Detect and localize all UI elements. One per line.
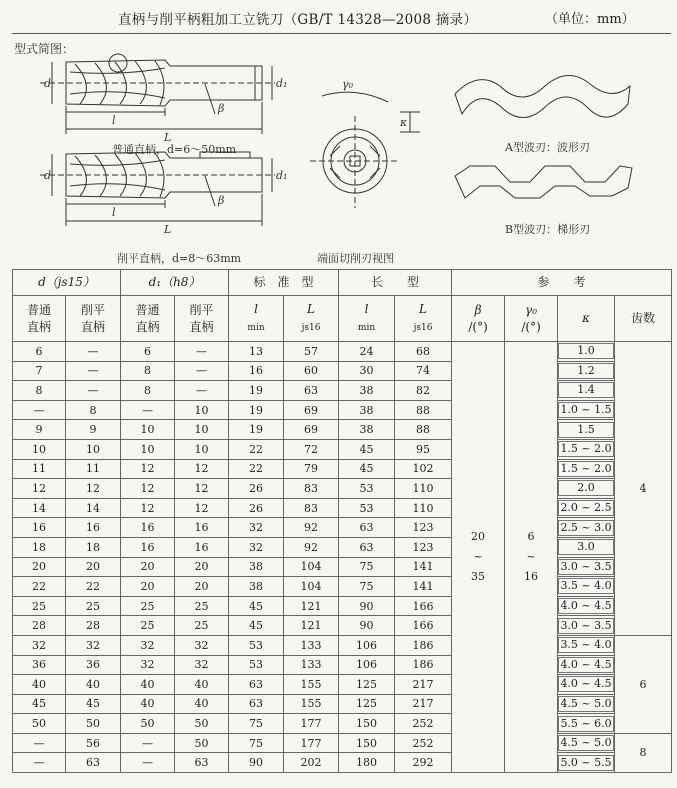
cell: 104 [284,557,339,577]
table-row [13,479,672,499]
cell: 186 [395,635,452,655]
kappa-cell: 1.2 [558,361,615,381]
dim-beta-flat: β [218,194,225,207]
cell: 32 [121,655,175,675]
cell: 14 [13,498,66,518]
subheader-std-l: l min [229,296,284,342]
subheader-long-l: l min [339,296,395,342]
cell: 16 [121,518,175,538]
kappa-cell: 2.0 [558,479,615,499]
cell: 74 [395,361,452,381]
cell: 8 [121,361,175,381]
kappa-cell: 1.5 [558,420,615,440]
subheader-flat-d1: 削平 直柄 [175,296,229,342]
cell: 45 [13,694,66,714]
cell: 75 [229,714,284,734]
table-header-row-1 [13,270,672,296]
cell: 24 [339,342,395,362]
cell: 252 [395,733,452,753]
cell: 20 [13,557,66,577]
table-row [13,753,672,773]
figure-label: 型式简图： [14,42,75,56]
cell: 90 [339,596,395,616]
cell: 63 [175,753,229,773]
dim-L-flat: L [164,223,172,236]
cell: 8 [66,400,121,420]
cell: 125 [339,675,395,695]
cell: 45 [229,616,284,636]
kappa-cell: 3.0 ~ 3.5 [558,557,615,577]
cell: 40 [13,675,66,695]
dim-d-plain: d [44,77,52,90]
caption-end-view: 端面切削刃视图 [317,252,394,265]
cell: 177 [284,714,339,734]
cell: 123 [395,537,452,557]
cell: 141 [395,557,452,577]
kappa-cell: 3.5 ~ 4.0 [558,577,615,597]
cell: 166 [395,616,452,636]
cell: 22 [66,577,121,597]
cell: 217 [395,694,452,714]
spec-table [12,269,672,773]
table-row [13,557,672,577]
cell: 40 [121,694,175,714]
cell: 32 [121,635,175,655]
cell: 10 [121,420,175,440]
cell: 36 [66,655,121,675]
cell: 38 [339,400,395,420]
cell: 121 [284,616,339,636]
teeth-cell: 8 [615,733,672,772]
cell: 92 [284,518,339,538]
cell: 20 [175,557,229,577]
cell: 28 [66,616,121,636]
cell: 16 [121,537,175,557]
cell: 75 [339,577,395,597]
cell: 50 [13,714,66,734]
subheader-beta: β /(°) [452,296,505,342]
cell: 10 [121,439,175,459]
cell: 102 [395,459,452,479]
wave-type-b-drawing [455,166,632,198]
cell: 50 [66,714,121,734]
cell: 45 [339,459,395,479]
header-d: d（js15） [13,270,121,296]
cell: 25 [121,596,175,616]
kappa-cell: 4.5 ~ 5.0 [558,733,615,753]
cell: 45 [66,694,121,714]
cell: 20 [175,577,229,597]
cell: — [175,342,229,362]
cell: 90 [339,616,395,636]
cell: 32 [175,655,229,675]
cell: 217 [395,675,452,695]
cell: 69 [284,420,339,440]
cell: 22 [13,577,66,597]
cell: 12 [175,479,229,499]
cell: 12 [121,479,175,499]
table-row [13,400,672,420]
caption-plain-shank: 普通直柄，d=6～50mm [112,143,237,156]
header-d1: d₁（h8） [121,270,229,296]
dim-l-plain: l [112,114,116,127]
cell: 11 [13,459,66,479]
cell: 22 [229,439,284,459]
cell: 9 [66,420,121,440]
cell: 16 [229,361,284,381]
caption-flat-shank: 削平直柄，d=8～63mm [117,252,242,265]
wave-type-a-drawing [455,75,630,117]
plain-shank-cutter-drawing [40,54,275,134]
cell: 20 [66,557,121,577]
caption-wave-b: B型波刃：梯形刃 [505,223,591,236]
cell: 292 [395,753,452,773]
cell: 125 [339,694,395,714]
kappa-cell: 1.0 [558,342,615,362]
cell: 57 [284,342,339,362]
cell: 88 [395,400,452,420]
cell: 19 [229,420,284,440]
subheader-teeth: 齿数 [615,296,672,342]
header-long: 长 型 [339,270,452,296]
cell: 53 [339,498,395,518]
subheader-gamma: γ₀ /(°) [505,296,558,342]
cell: 18 [66,537,121,557]
kappa-cell: 4.0 ~ 4.5 [558,675,615,695]
dim-beta-plain: β [218,102,225,115]
cell: 38 [339,420,395,440]
cell: 6 [121,342,175,362]
dim-kappa: κ [400,116,408,129]
cell: — [13,733,66,753]
cell: 6 [13,342,66,362]
cell: 133 [284,635,339,655]
cell: — [66,361,121,381]
cell: 50 [175,733,229,753]
cell: 79 [284,459,339,479]
cell: 155 [284,694,339,714]
kappa-cell: 4.0 ~ 4.5 [558,655,615,675]
cell: 252 [395,714,452,734]
table-row [13,420,672,440]
table-row [13,381,672,401]
kappa-cell: 2.0 ~ 2.5 [558,498,615,518]
cell: 28 [13,616,66,636]
caption-wave-a: A型波刃：波形刃 [505,141,590,154]
cell: 72 [284,439,339,459]
subheader-flat-d: 削平 直柄 [66,296,121,342]
cell: 13 [229,342,284,362]
subheader-std-L: L js16 [284,296,339,342]
cell: 90 [229,753,284,773]
kappa-cell: 2.5 ~ 3.0 [558,518,615,538]
cell: — [13,400,66,420]
cell: 12 [121,459,175,479]
unit-label: （单位：mm） [545,12,635,27]
cell: 53 [229,635,284,655]
kappa-cell: 5.0 ~ 5.5 [558,753,615,773]
cell: 16 [66,518,121,538]
cell: — [175,361,229,381]
cell: 26 [229,479,284,499]
cell: 95 [395,439,452,459]
subheader-kappa: κ [558,296,615,342]
cell: 38 [229,557,284,577]
cell: 32 [175,635,229,655]
cell: 36 [13,655,66,675]
gamma-range-cell: 6 ~ 16 [505,342,558,773]
cell: 50 [175,714,229,734]
cell: 12 [121,498,175,518]
cell: 25 [175,616,229,636]
cell: 11 [66,459,121,479]
cell: 40 [175,675,229,695]
kappa-cell: 5.5 ~ 6.0 [558,714,615,734]
cell: 22 [229,459,284,479]
cell: 25 [175,596,229,616]
cell: 166 [395,596,452,616]
cell: 133 [284,655,339,675]
subheader-plain-d1: 普通 直柄 [121,296,175,342]
cell: — [121,753,175,773]
cell: 12 [175,459,229,479]
cell: 10 [175,420,229,440]
dim-L-plain: L [164,131,172,144]
beta-range-cell: 20 ~ 35 [452,342,505,773]
table-row [13,498,672,518]
cell: 63 [66,753,121,773]
table-row [13,655,672,675]
cell: 155 [284,675,339,695]
table-row [13,635,672,655]
kappa-cell: 3.0 [558,537,615,557]
cell: 10 [13,439,66,459]
cell: 104 [284,577,339,597]
cell: 60 [284,361,339,381]
cell: 25 [13,596,66,616]
cell: 45 [339,439,395,459]
cell: 110 [395,498,452,518]
header-standard: 标 准 型 [229,270,339,296]
cell: 19 [229,381,284,401]
kappa-cell: 1.5 ~ 2.0 [558,459,615,479]
kappa-cell: 4.0 ~ 4.5 [558,596,615,616]
top-rule [12,33,671,34]
dim-gamma: γ₀ [342,78,353,91]
cell: 88 [395,420,452,440]
cell: 150 [339,714,395,734]
teeth-cell: 4 [615,342,672,636]
kappa-cell: 1.5 ~ 2.0 [558,439,615,459]
cell: 26 [229,498,284,518]
cell: 12 [13,479,66,499]
cell: 110 [395,479,452,499]
cell: — [13,753,66,773]
cell: 82 [395,381,452,401]
cell: 16 [13,518,66,538]
cell: 7 [13,361,66,381]
cell: 63 [229,675,284,695]
table-row [13,616,672,636]
cell: 53 [229,655,284,675]
cell: 14 [66,498,121,518]
cell: 32 [13,635,66,655]
cell: 40 [121,675,175,695]
cell: 9 [13,420,66,440]
table-row [13,537,672,557]
cell: 25 [66,596,121,616]
cell: 8 [121,381,175,401]
dim-d-flat: d [44,169,52,182]
dim-d1-plain: d₁ [276,77,288,90]
table-row [13,733,672,753]
table-row [13,459,672,479]
cell: 69 [284,400,339,420]
cell: 20 [121,557,175,577]
cell: 45 [229,596,284,616]
cell: 121 [284,596,339,616]
cell: 123 [395,518,452,538]
cell: 19 [229,400,284,420]
cell: 202 [284,753,339,773]
cell: 141 [395,577,452,597]
kappa-cell: 3.5 ~ 4.0 [558,635,615,655]
cell: 186 [395,655,452,675]
table-row [13,518,672,538]
cell: 106 [339,655,395,675]
subheader-plain-d: 普通 直柄 [13,296,66,342]
cell: — [66,342,121,362]
kappa-cell: 1.4 [558,381,615,401]
dim-l-flat: l [112,206,116,219]
cell: 8 [13,381,66,401]
table-row [13,675,672,695]
table-row [13,577,672,597]
cell: 40 [175,694,229,714]
cell: 20 [121,577,175,597]
cell: 83 [284,498,339,518]
table-header-row-2 [13,296,672,342]
cell: 18 [13,537,66,557]
table-row [13,714,672,734]
table-row [13,439,672,459]
header-reference: 参 考 [452,270,672,296]
cell: 83 [284,479,339,499]
subheader-long-L: L js16 [395,296,452,342]
cell: 10 [66,439,121,459]
cell: 180 [339,753,395,773]
cell: — [121,400,175,420]
kappa-cell: 1.0 ~ 1.5 [558,400,615,420]
cell: 12 [66,479,121,499]
cell: 38 [229,577,284,597]
cell: — [66,381,121,401]
table-row [13,694,672,714]
end-section-view [310,92,420,208]
cell: 53 [339,479,395,499]
cell: — [121,733,175,753]
kappa-cell: 3.0 ~ 3.5 [558,616,615,636]
cell: 10 [175,439,229,459]
cell: 32 [66,635,121,655]
cell: 32 [229,518,284,538]
cell: 50 [121,714,175,734]
cell: 92 [284,537,339,557]
cell: 75 [339,557,395,577]
cell: 56 [66,733,121,753]
cell: 63 [339,537,395,557]
cell: 12 [175,498,229,518]
cell: 106 [339,635,395,655]
cell: 150 [339,733,395,753]
cell: 40 [66,675,121,695]
table-row [13,596,672,616]
table-row [13,342,672,362]
cell: — [175,381,229,401]
cell: 63 [229,694,284,714]
cell: 63 [284,381,339,401]
cell: 68 [395,342,452,362]
cell: 16 [175,518,229,538]
flat-shank-cutter-drawing [40,152,275,226]
page-title: 直柄与削平柄粗加工立铣刀（GB/T 14328—2008 摘录） [118,12,478,28]
cell: 30 [339,361,395,381]
cell: 32 [229,537,284,557]
title-bar [0,0,677,32]
cell: 177 [284,733,339,753]
cell: 16 [175,537,229,557]
cell: 25 [121,616,175,636]
dim-d1-flat: d₁ [276,169,288,182]
kappa-cell: 4.5 ~ 5.0 [558,694,615,714]
cell: 10 [175,400,229,420]
teeth-cell: 6 [615,635,672,733]
table-row [13,361,672,381]
cell: 63 [339,518,395,538]
cell: 38 [339,381,395,401]
cell: 75 [229,733,284,753]
table-body [13,342,672,773]
